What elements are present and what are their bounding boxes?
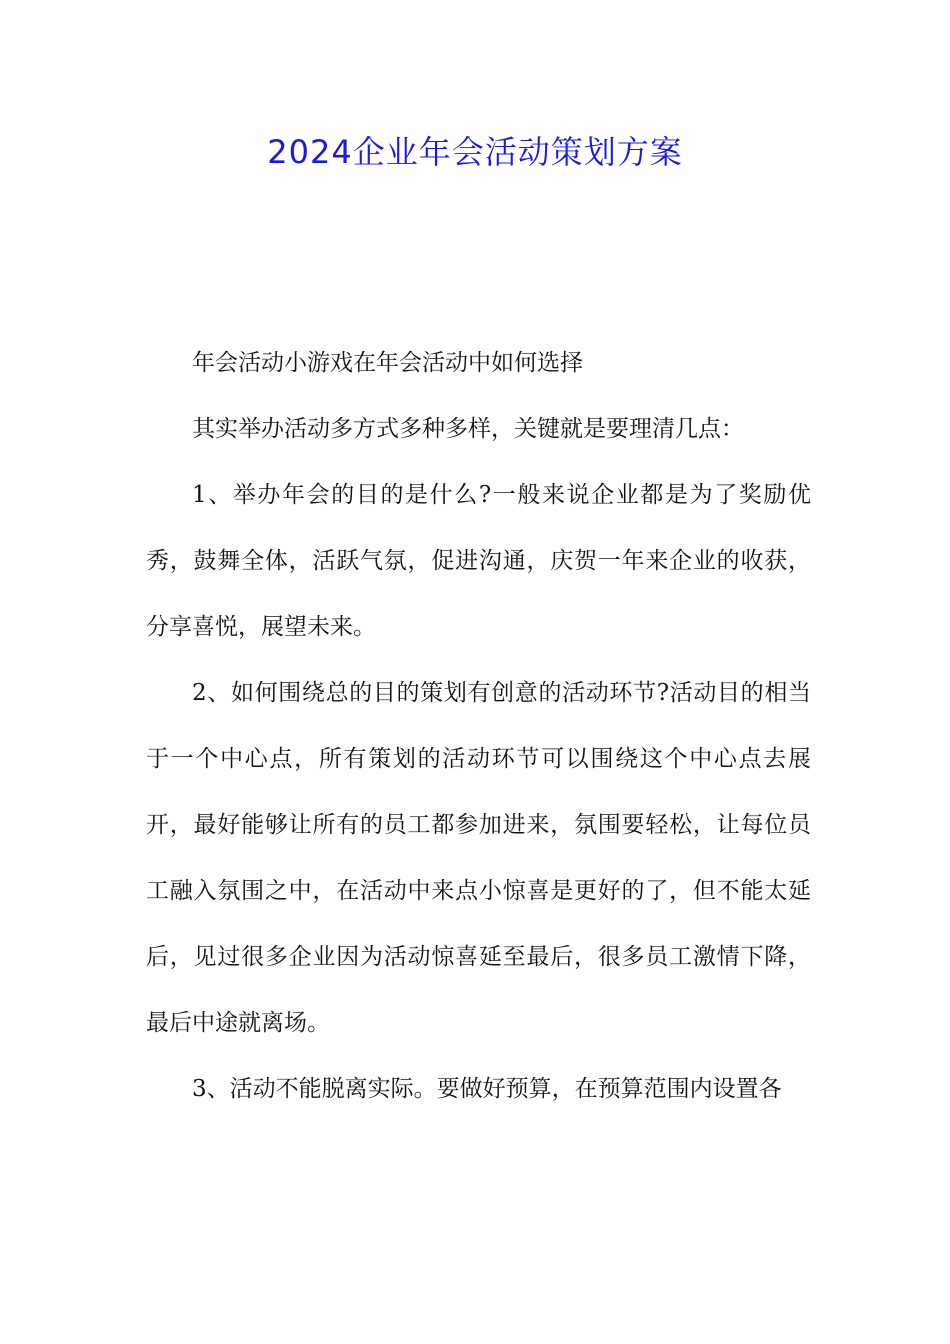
paragraph-point-2: 2、如何围绕总的目的策划有创意的活动环节?活动目的相当于一个中心点，所有策划的活动环节可以围绕这个中心点去展开，最好能够让所有的员工都参加进来，氛围要轻松，让每位员工融入氛围之中，在活动中来点小惊喜是更好的了，但不能太延后，见过很多企业因为活动惊喜延至最后，很多员工激情下降，最后中途就离场。 — [146, 680, 811, 1036]
document-body — [146, 330, 811, 1122]
paragraph-subheading: 年会活动小游戏在年会活动中如何选择 — [192, 350, 583, 376]
paragraph-point-3: 3、活动不能脱离实际。要做好预算，在预算范围内设置各 — [192, 1076, 782, 1102]
document-title: 2024企业年会活动策划方案 — [267, 133, 683, 171]
paragraph-intro: 其实举办活动多方式多种多样，关键就是要理清几点： — [192, 416, 744, 442]
paragraph-point-1: 1、举办年会的目的是什么?一般来说企业都是为了奖励优秀，鼓舞全体，活跃气氛，促进沟通，庆贺一年来企业的收获，分享喜悦，展望未来。 — [146, 482, 811, 640]
